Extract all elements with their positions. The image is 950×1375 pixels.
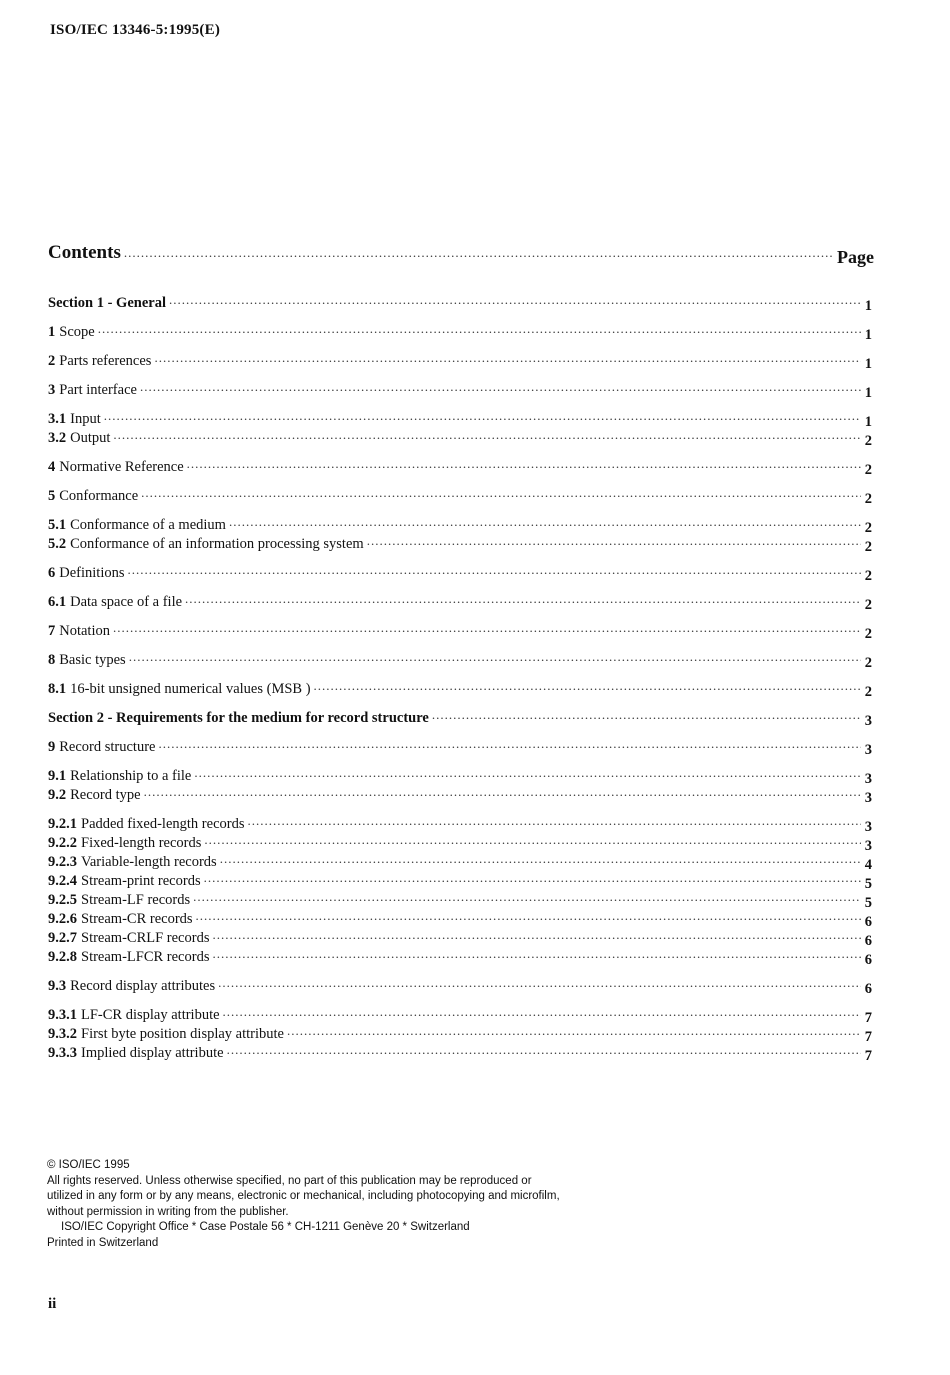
toc-entry-number: 5.1 [48,517,67,533]
toc-entry-page: 2 [864,684,872,700]
toc-entry-label [48,381,137,400]
toc-entry-title: 16-bit unsigned numerical values (MSB ) [70,681,311,697]
toc-entry-label [48,786,141,805]
toc-entry-label [48,323,95,342]
toc-entry-title: Notation [59,623,110,639]
toc-entry-number: 3.2 [48,430,67,446]
toc-entry-number: 7 [48,623,56,639]
toc-entry-number: 9.2.4 [48,873,77,889]
toc-entry-number: 9.1 [48,768,67,784]
toc-entry-title: Stream-CR records [81,911,193,927]
toc-entry-number: 9.2.5 [48,892,77,908]
leader-dots [113,425,861,444]
toc-entry-title: Padded fixed-length records [81,816,245,832]
toc-entry-number: 9.2.6 [48,911,77,927]
toc-entry-number: 9.3.2 [48,1026,77,1042]
leader-dots [129,647,861,666]
toc-entry-label [48,458,184,477]
toc-entry-page: 4 [864,857,872,873]
toc-entry-number: 3.1 [48,411,67,427]
toc-entry-label [48,535,364,554]
leader-dots [141,483,861,502]
toc-entry-number: 1 [48,324,56,340]
toc-entry-title: Normative Reference [59,459,184,475]
toc-entry [48,786,872,805]
toc-entry [48,487,872,506]
leader-dots [227,1040,861,1059]
toc-entry-title: Stream-LF records [81,892,191,908]
copyright-notice [47,1158,560,1251]
leader-dots [154,348,861,367]
copyright-line: © ISO/IEC 1995 [47,1159,130,1171]
copyright-line: utilized in any form or by any means, electronic or mechanical, including photocopying and microfilm, [47,1190,560,1202]
toc-entry-title: Stream-LFCR records [81,949,210,965]
leader-dots [367,531,861,550]
toc-entry [48,1044,872,1063]
toc-entry-title: Input [70,411,101,427]
toc-entry-page: 3 [864,742,872,758]
toc-entry-number: 9.3 [48,978,67,994]
toc-entry-title: LF-CR display attribute [81,1007,220,1023]
leader-dots [218,973,861,992]
toc-entry [48,458,872,477]
toc-entry-label [48,294,166,313]
toc-entry-label [48,564,125,583]
leader-dots [187,454,861,473]
toc-entry-page: 2 [864,539,872,555]
toc-entry-page: 6 [864,933,872,949]
toc-entry [48,977,872,996]
copyright-line: without permission in writing from the publisher. [47,1205,289,1218]
toc-entry-title: Section 2 - Requirements for the medium for record structure [48,710,429,726]
toc-entry-title: Record display attributes [70,978,216,994]
toc-entry-title: Section 1 - General [48,295,166,311]
toc-entry-page: 1 [864,356,872,372]
toc-entry-label [48,487,138,506]
toc-entry [48,564,872,583]
toc-entry-label [48,738,155,757]
leader-dots [204,830,861,849]
toc-entry-page: 2 [864,433,872,449]
toc-entry-label [48,709,429,728]
toc-entry-label [48,910,193,929]
leader-dots [185,589,861,608]
toc-entry-label [48,1006,220,1025]
toc-entry [48,948,872,967]
toc-entry-page: 5 [864,876,872,892]
toc-entry-page: 1 [864,298,872,314]
toc-entry-page: 2 [864,597,872,613]
contents-title: Contents [48,242,121,263]
toc-entry-title: First byte position display attribute [81,1026,284,1042]
toc-entry [48,651,872,670]
leader-dots [128,560,862,579]
toc-entry-number: 9.3.3 [48,1045,77,1061]
toc-entry [48,429,872,448]
toc-entry-label [48,872,201,891]
toc-entry-page: 2 [864,655,872,671]
toc-entry-label [48,516,226,535]
toc-entry-page: 7 [864,1010,872,1026]
toc-entry-page: 2 [864,491,872,507]
toc-entry-title: Definitions [59,565,125,581]
leader-dots [193,887,861,906]
toc-entry-page: 3 [864,713,872,729]
toc-entry-title: Relationship to a file [70,768,192,784]
contents-heading-row [48,242,874,267]
toc-entry-page: 3 [864,819,872,835]
leader-dots [432,705,861,724]
toc-entry [48,294,872,313]
toc-entry-title: Parts references [59,353,152,369]
toc-entry-number: 9.2.3 [48,854,77,870]
toc-entry-number: 9.2.8 [48,949,77,965]
toc-entry-title: Implied display attribute [81,1045,224,1061]
page-number: ii [48,1296,57,1312]
toc-entry [48,709,872,728]
toc-entry-title: Stream-CRLF records [81,930,210,946]
leader-dots [204,868,861,887]
toc-entry-page: 7 [864,1029,872,1045]
table-of-contents [48,294,872,1063]
toc-entry-label [48,651,126,670]
toc-entry-title: Fixed-length records [81,835,202,851]
toc-entry-label [48,410,101,429]
toc-entry-number: 9.3.1 [48,1007,77,1023]
toc-entry [48,381,872,400]
toc-entry-page: 2 [864,626,872,642]
toc-entry [48,680,872,699]
toc-entry-title: Stream-print records [81,873,201,889]
toc-entry-label [48,853,217,872]
leader-dots [247,811,861,830]
toc-entry-number: 9.2.7 [48,930,77,946]
toc-entry-label [48,352,151,371]
copyright-office-line: ISO/IEC Copyright Office * Case Postale 56 * CH-1211 Genève 20 * Switzerland [61,1221,470,1233]
leader-dots [287,1021,861,1040]
leader-dots [212,925,861,944]
toc-entry-label [48,622,110,641]
toc-entry-label [48,680,311,699]
toc-entry-title: Record structure [59,739,156,755]
toc-entry-page: 3 [864,790,872,806]
leader-dots [169,290,861,309]
copyright-line: All rights reserved. Unless otherwise specified, no part of this publication may be reproduced or [47,1174,532,1187]
toc-entry-number: 9.2.2 [48,835,77,851]
toc-entry-label [48,1044,224,1063]
toc-entry-number: 9.2.1 [48,816,77,832]
toc-entry-number: 5.2 [48,536,67,552]
leader-dots [229,512,861,531]
toc-entry-page: 7 [864,1048,872,1064]
toc-entry [48,593,872,612]
toc-entry-number: 6.1 [48,594,67,610]
leader-dots [98,319,861,338]
leader-dots [144,782,861,801]
toc-entry-number: 3 [48,382,56,398]
toc-entry-title: Data space of a file [70,594,183,610]
leader-dots [140,377,861,396]
toc-entry [48,352,872,371]
toc-entry-page: 3 [864,838,872,854]
leader-dots [220,849,861,868]
document-header: ISO/IEC 13346-5:1995(E) [50,22,221,38]
toc-entry-title: Conformance of an information processing system [70,536,364,552]
toc-entry-page: 5 [864,895,872,911]
toc-entry-number: 6 [48,565,56,581]
toc-entry-page: 2 [864,462,872,478]
toc-entry-page: 3 [864,771,872,787]
toc-entry-label [48,948,209,967]
toc-entry-title: Part interface [59,382,137,398]
toc-entry-title: Record type [70,787,141,803]
toc-entry-label [48,891,190,910]
toc-entry-number: 8 [48,652,56,668]
toc-entry-page: 2 [864,568,872,584]
toc-entry [48,323,872,342]
toc-entry-label [48,834,201,853]
toc-entry-title: Variable-length records [81,854,217,870]
toc-entry-number: 2 [48,353,56,369]
toc-entry-page: 1 [864,327,872,343]
toc-entry-label [48,929,209,948]
toc-entry [48,535,872,554]
toc-entry-label [48,593,182,612]
toc-entry-number: 5 [48,488,56,504]
leader-dots [194,763,861,782]
leader-dots [212,944,861,963]
toc-entry-number: 9 [48,739,56,755]
leader-dots [113,618,861,637]
leader-dots [314,676,861,695]
toc-entry-page: 6 [864,981,872,997]
toc-entry-title: Conformance [59,488,139,504]
leader-dots [158,734,861,753]
leader-dots [196,906,861,925]
page-column-label: Page [837,247,874,267]
toc-entry-number: 8.1 [48,681,67,697]
toc-entry-label [48,429,110,448]
toc-entry-label [48,977,215,996]
toc-entry-number: 4 [48,459,56,475]
leader-dots [223,1002,861,1021]
toc-entry-page: 6 [864,914,872,930]
toc-entry-number: 9.2 [48,787,67,803]
toc-entry-title: Scope [59,324,95,340]
copyright-line: Printed in Switzerland [47,1236,159,1249]
toc-entry-title: Basic types [59,652,126,668]
toc-entry [48,738,872,757]
toc-entry-title: Conformance of a medium [70,517,226,533]
leader-dots [104,406,861,425]
toc-entry-page: 1 [864,385,872,401]
toc-entry-title: Output [70,430,111,446]
toc-entry-page: 1 [864,414,872,430]
toc-entry-page: 6 [864,952,872,968]
toc-entry [48,622,872,641]
toc-entry-page: 2 [864,520,872,536]
leader-dots [124,245,834,261]
